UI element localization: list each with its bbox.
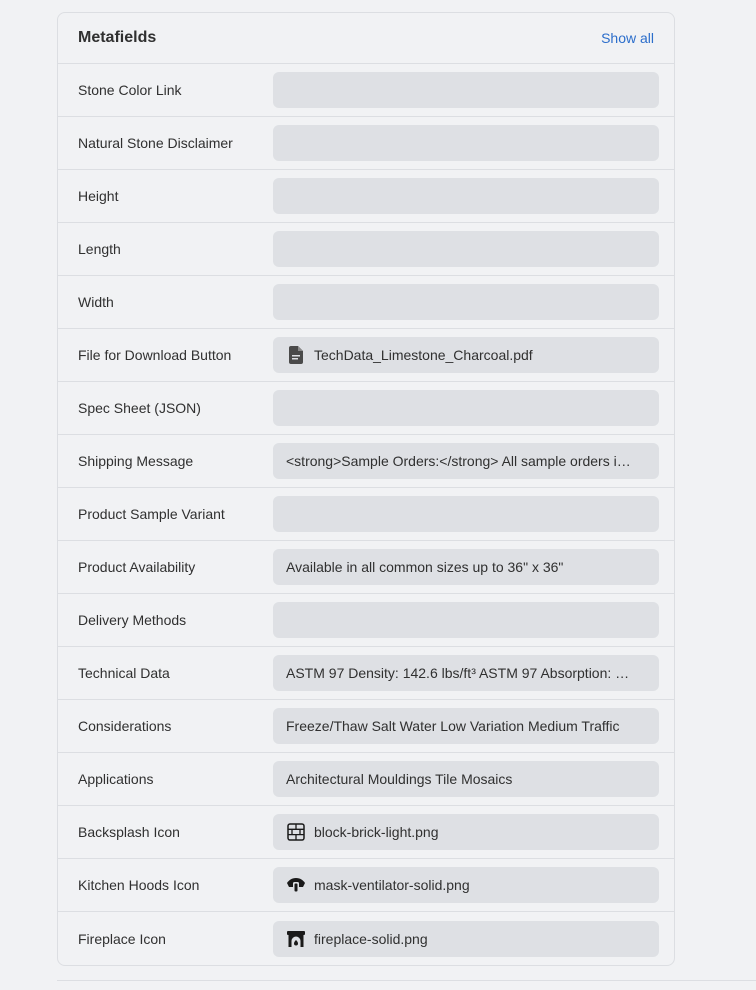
metafield-value-field[interactable] [273, 708, 659, 744]
metafield-row-shipping-message [58, 435, 674, 488]
metafield-row-width [58, 276, 674, 329]
metafield-value: Freeze/Thaw Salt Water Low Variation Medium Traffic [286, 718, 620, 734]
metafield-label: Width [78, 294, 114, 310]
metafield-value: block-brick-light.png [314, 824, 439, 840]
metafield-row-length [58, 223, 674, 276]
metafield-label: File for Download Button [78, 347, 232, 363]
metafield-row-height [58, 170, 674, 223]
metafield-value-field[interactable] [273, 921, 659, 957]
metafield-label: Backsplash Icon [78, 824, 180, 840]
metafield-row-product-availability [58, 541, 674, 594]
ventilator-mask-icon [286, 875, 306, 895]
metafield-label: Spec Sheet (JSON) [78, 400, 201, 416]
metafield-row-applications [58, 753, 674, 806]
file-document-icon [286, 345, 306, 365]
metafield-value-field[interactable] [273, 814, 659, 850]
metafield-label: Product Sample Variant [78, 506, 225, 522]
metafield-value-field[interactable] [273, 655, 659, 691]
metafield-label: Applications [78, 771, 154, 787]
metafield-label: Product Availability [78, 559, 196, 575]
metafield-value-field[interactable] [273, 549, 659, 585]
metafield-label: Technical Data [78, 665, 170, 681]
metafield-row-backsplash-icon [58, 806, 674, 859]
metafield-value-field[interactable] [273, 178, 659, 214]
metafield-row-product-sample-variant [58, 488, 674, 541]
metafield-value-field[interactable] [273, 867, 659, 903]
metafields-title: Metafields [78, 29, 157, 46]
metafield-label: Delivery Methods [78, 612, 187, 628]
show-all-link[interactable]: Show all [601, 30, 654, 46]
metafield-label: Height [78, 188, 119, 204]
metafield-value-field[interactable] [273, 496, 659, 532]
metafields-header [58, 13, 674, 64]
metafield-label: Considerations [78, 718, 172, 734]
metafield-label: Length [78, 241, 121, 257]
metafield-value-field[interactable] [273, 337, 659, 373]
fireplace-icon [286, 929, 306, 949]
metafield-label: Shipping Message [78, 453, 194, 469]
metafield-row-natural-stone-disclaimer [58, 117, 674, 170]
metafield-value: Architectural Mouldings Tile Mosaics [286, 771, 513, 787]
metafield-value-field[interactable] [273, 443, 659, 479]
metafield-row-considerations [58, 700, 674, 753]
metafield-row-stone-color-link [58, 64, 674, 117]
metafield-row-spec-sheet-json [58, 382, 674, 435]
metafield-value-field[interactable] [273, 761, 659, 797]
metafield-value: fireplace-solid.png [314, 930, 428, 947]
metafield-value-field[interactable] [273, 602, 659, 638]
metafield-row-fireplace-icon [58, 912, 674, 965]
metafield-value-field[interactable] [273, 125, 659, 161]
metafield-value: TechData_Limestone_Charcoal.pdf [314, 347, 533, 363]
metafield-label: Fireplace Icon [78, 930, 166, 947]
brick-icon [286, 822, 306, 842]
section-divider [57, 980, 756, 981]
metafield-row-file-for-download-button [58, 329, 674, 382]
metafield-row-technical-data [58, 647, 674, 700]
metafield-value-field[interactable] [273, 72, 659, 108]
metafield-value: mask-ventilator-solid.png [314, 877, 470, 893]
metafield-value: ASTM 97 Density: 142.6 lbs/ft³ ASTM 97 Absorption: … [286, 665, 630, 681]
metafield-row-delivery-methods [58, 594, 674, 647]
metafield-value: Available in all common sizes up to 36" x 36" [286, 559, 564, 575]
metafield-label: Stone Color Link [78, 82, 182, 98]
metafield-label: Kitchen Hoods Icon [78, 877, 200, 893]
metafield-label: Natural Stone Disclaimer [78, 135, 233, 151]
metafield-value-field[interactable] [273, 231, 659, 267]
metafields-card [57, 12, 675, 966]
metafield-value-field[interactable] [273, 390, 659, 426]
metafield-row-kitchen-hoods-icon [58, 859, 674, 912]
metafield-value: <strong>Sample Orders:</strong> All sample orders i… [286, 453, 631, 469]
metafield-value-field[interactable] [273, 284, 659, 320]
